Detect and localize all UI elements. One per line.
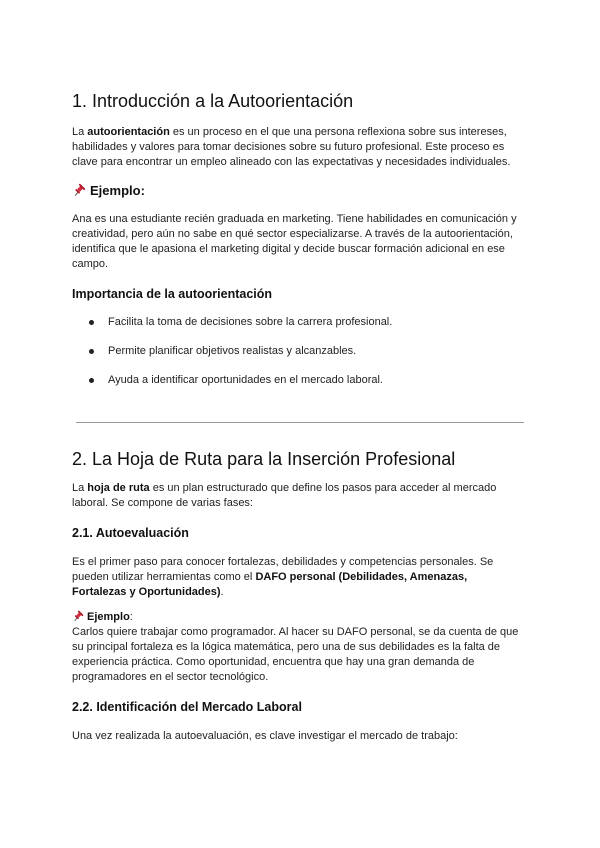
sub-2-1-text bbox=[72, 555, 524, 600]
intro-suffix: es un proceso en el que una persona reflexiona sobre sus intereses, habilidades y valores para tomar decisiones sobre su futuro profesional. Este proceso es clave para encontrar un empleo alineado con las expectativas y necesidades individuales. bbox=[72, 126, 511, 168]
importance-list bbox=[72, 315, 524, 388]
section-1-title: 1. Introducción a la Autoorientación bbox=[72, 91, 354, 111]
example-1-text-block bbox=[72, 212, 524, 272]
intro-2-bold-term: hoja de ruta bbox=[87, 482, 150, 494]
bullet-dot-icon bbox=[89, 320, 94, 325]
section-2-title: 2. La Hoja de Ruta para la Inserción Profesional bbox=[72, 449, 456, 469]
list-item-text: Permite planificar objetivos realistas y alcanzables. bbox=[108, 345, 357, 357]
pushpin-icon bbox=[72, 183, 86, 197]
list-item bbox=[72, 315, 524, 330]
example-2-colon: : bbox=[129, 611, 133, 623]
list-item-text: Facilita la toma de decisiones sobre la carrera profesional. bbox=[108, 316, 393, 328]
importance-heading-block bbox=[72, 285, 524, 303]
list-item-text: Ayuda a identificar oportunidades en el mercado laboral. bbox=[108, 374, 383, 386]
example-2-text: Carlos quiere trabajar como programador. Al hacer su DAFO personal, se da cuenta de que su principal fortaleza es la lógica matemática, pero una de sus debilidades es la falta de experiencia práctica. Como oportunidad, encuentra que hay una gran demanda de programadores en el sector tecnológico. bbox=[72, 626, 519, 683]
section-divider-block bbox=[72, 422, 524, 423]
example-1-heading-text: Ejemplo: bbox=[90, 183, 145, 198]
example-2-heading: Ejemplo bbox=[87, 611, 130, 623]
section-2-intro-block bbox=[72, 481, 524, 511]
section-2-intro bbox=[72, 481, 524, 511]
section-2-heading-block bbox=[72, 448, 524, 470]
horizontal-rule bbox=[76, 422, 524, 423]
example-1-heading-block bbox=[72, 182, 524, 200]
dafo-bold-term: DAFO personal (Debilidades, Amenazas, Fortalezas y Oportunidades) bbox=[72, 571, 468, 598]
section-1-heading-block bbox=[72, 90, 524, 112]
sub-2-1-title: 2.1. Autoevaluación bbox=[72, 526, 189, 540]
example-1-heading bbox=[72, 182, 524, 200]
section-1-intro bbox=[72, 125, 524, 170]
example-2-block bbox=[72, 610, 524, 685]
section-1-intro-block bbox=[72, 125, 524, 170]
intro-2-suffix: es un plan estructurado que define los pasos para acceder al mercado laboral. Se compone de varias fases: bbox=[72, 482, 497, 509]
intro-prefix: La bbox=[72, 126, 88, 138]
bullet-dot-icon bbox=[89, 378, 94, 383]
bullet-dot-icon bbox=[89, 349, 94, 354]
list-item bbox=[72, 344, 524, 359]
sub-2-2-heading-block bbox=[72, 698, 524, 716]
importance-heading: Importancia de la autoorientación bbox=[72, 287, 273, 301]
sub-2-2-text-block bbox=[72, 729, 524, 744]
sub-2-2-text: Una vez realizada la autoevaluación, es clave investigar el mercado de trabajo: bbox=[72, 730, 458, 742]
sub-2-1-text-prefix: Es el primer paso para conocer fortalezas, debilidades y competencias personales. Se pueden utilizar herramientas como el bbox=[72, 556, 494, 583]
sub-2-2-title: 2.2. Identificación del Mercado Laboral bbox=[72, 700, 302, 714]
example-1-text: Ana es una estudiante recién graduada en marketing. Tiene habilidades en comunicación y creatividad, pero aún no sabe en qué sector especializarse. A través de la autoorientación, identifica que le apasiona el marketing digital y decide buscar formación adicional en ese campo. bbox=[72, 213, 517, 270]
intro-2-prefix: La bbox=[72, 482, 88, 494]
importance-list-block bbox=[72, 315, 524, 402]
example-2-heading-line bbox=[72, 610, 524, 625]
pushpin-icon bbox=[72, 610, 84, 622]
sub-2-1-text-block bbox=[72, 555, 524, 600]
sub-2-1-heading-block bbox=[72, 524, 524, 542]
sub-2-1-text-suffix: . bbox=[220, 586, 224, 598]
list-item bbox=[72, 373, 524, 388]
intro-bold-term: autoorientación bbox=[87, 126, 170, 138]
